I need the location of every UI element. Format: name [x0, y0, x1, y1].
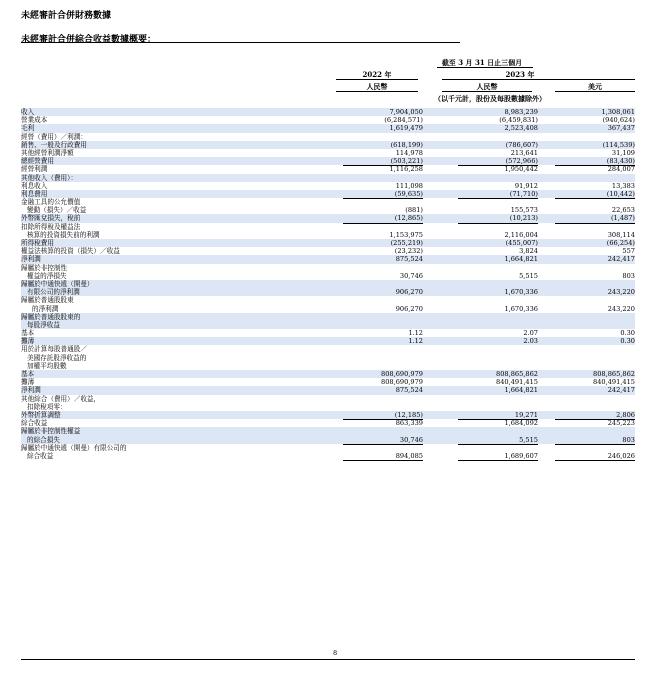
value-2023-rmb: 2.03 — [523, 337, 538, 346]
value-2023-usd: 243,220 — [607, 288, 635, 297]
table-row — [21, 288, 635, 296]
value-2023-usd: (83,430) — [555, 157, 635, 166]
value-2023-usd: 803 — [555, 436, 635, 445]
table-row — [21, 116, 635, 124]
value-2023-usd: 242,417 — [607, 255, 635, 264]
page-number: 8 — [333, 649, 338, 657]
table-row — [21, 214, 635, 222]
value-2023-usd: 22,653 — [611, 206, 635, 215]
row-label: 變動（損失）／收益 — [27, 206, 87, 215]
row-label: 其他經營利潤淨額 — [21, 148, 74, 157]
value-2023-rmb: 155,573 — [510, 206, 538, 215]
value-2023-rmb: 8,983,239 — [504, 108, 538, 116]
row-label: 攤薄 — [21, 378, 35, 387]
value-2023-rmb: (71,710) — [458, 190, 538, 199]
value-2023-usd: 803 — [555, 272, 635, 281]
table-row — [21, 141, 635, 149]
table-row — [21, 305, 635, 313]
value-2022-rmb: 30,746 — [343, 272, 423, 281]
row-label: 利息費用 — [21, 189, 48, 198]
table-row — [21, 329, 635, 337]
table-row — [21, 345, 635, 353]
year-2022-header: 2022 年 — [362, 70, 392, 79]
row-label: 綜合收益 — [21, 419, 48, 428]
value-2022-rmb: (23,232) — [343, 247, 423, 256]
table-row — [21, 124, 635, 132]
value-2023-rmb: (6,459,831) — [499, 116, 538, 125]
table-row — [21, 239, 635, 247]
value-2023-rmb: (572,966) — [458, 157, 538, 166]
row-label: 攤薄 — [21, 337, 35, 346]
row-label: 歸屬於非控制性 — [21, 263, 68, 272]
currency-rule-2 — [442, 91, 532, 92]
value-2023-rmb: 213,641 — [510, 148, 538, 157]
table-row — [21, 354, 635, 362]
table-row — [21, 362, 635, 370]
row-label: 其他綜合（費用）／收益， — [21, 394, 101, 403]
value-2023-rmb: 1,670,336 — [458, 305, 538, 314]
value-2022-rmb: (59,635) — [343, 190, 423, 199]
value-2022-rmb: 875,524 — [395, 255, 423, 264]
row-label: 用於計算每股普通股／ — [21, 345, 87, 354]
value-2023-rmb: 5,515 — [458, 436, 538, 445]
value-2023-rmb: (455,007) — [505, 239, 538, 247]
row-label: 歸屬於中通快遞（開曼） — [21, 279, 94, 288]
table-row — [21, 427, 635, 435]
row-label: 基本 — [21, 329, 35, 338]
value-2023-rmb: 19,271 — [458, 411, 538, 420]
currency-rmb-2022: 人民幣 — [366, 82, 388, 91]
row-label: 有限公司的淨利潤 — [27, 288, 80, 297]
currency-rule-3 — [555, 91, 635, 92]
row-label: 淨利潤 — [21, 386, 41, 395]
value-2023-rmb: 1,689,607 — [458, 452, 538, 461]
table-row — [21, 264, 635, 272]
table-row — [21, 255, 635, 263]
row-label: 銷售、一般及行政費用 — [21, 140, 87, 149]
value-2023-usd: 31,109 — [611, 148, 635, 157]
row-label: 加權平均股數 — [27, 361, 67, 370]
table-row — [21, 452, 635, 460]
value-2023-usd: 0.30 — [620, 337, 635, 346]
table-row — [21, 444, 635, 452]
table-row — [21, 337, 635, 345]
income-statement-table — [21, 108, 635, 460]
table-row — [21, 174, 635, 182]
table-row — [21, 272, 635, 280]
row-label: 權益法核算的投資（損失）／收益 — [21, 247, 120, 256]
row-label: 收入 — [21, 108, 35, 116]
table-row — [21, 411, 635, 419]
row-label: 歸屬於中通快遞（開曼）有限公司的 — [21, 443, 127, 452]
row-label: 經營（費用）／利潤： — [21, 132, 87, 141]
value-2023-usd: 840,491,415 — [555, 378, 635, 387]
value-2023-usd: 1,308,061 — [601, 108, 635, 116]
currency-rule-1 — [336, 91, 418, 92]
row-label: 外幣折算調整 — [21, 410, 61, 419]
value-2023-rmb: 3,824 — [458, 247, 538, 256]
value-2023-usd: 367,437 — [607, 124, 635, 133]
row-label: 歸屬於普通股股東的 — [21, 312, 81, 321]
row-label: 的綜合損失 — [27, 435, 60, 444]
value-2022-rmb: 808,690,979 — [343, 378, 423, 387]
value-2023-rmb: 5,515 — [458, 272, 538, 281]
value-2022-rmb: 894,085 — [343, 452, 423, 461]
year-2023-rule — [442, 79, 635, 80]
value-2022-rmb: 1.12 — [408, 329, 423, 338]
table-row — [21, 403, 635, 411]
value-2023-rmb: 2.07 — [523, 329, 538, 338]
value-2022-rmb: (6,284,571) — [384, 116, 423, 125]
table-row — [21, 223, 635, 231]
row-label: 基本 — [21, 370, 35, 378]
row-label: 權益的淨損失 — [27, 271, 67, 280]
table-row — [21, 378, 635, 386]
row-label: 經營利潤 — [21, 165, 48, 174]
table-row — [21, 133, 635, 141]
table-row — [21, 296, 635, 304]
table-row — [21, 149, 635, 157]
value-2022-rmb: (12,185) — [343, 411, 423, 420]
value-2023-rmb: 1,664,821 — [504, 255, 538, 264]
value-2023-usd: 246,026 — [555, 452, 635, 461]
value-2022-rmb: (12,865) — [343, 214, 423, 223]
row-label: 毛利 — [21, 124, 35, 133]
value-2022-rmb: 808,690,979 — [381, 370, 423, 378]
value-2023-rmb: 808,865,862 — [496, 370, 538, 378]
year-2022-rule — [336, 79, 418, 80]
row-label: 營業成本 — [21, 116, 48, 125]
table-row — [21, 321, 635, 329]
title-underline — [21, 42, 460, 43]
value-2022-rmb: 30,746 — [343, 436, 423, 445]
value-2022-rmb: 7,904,050 — [389, 108, 423, 116]
table-row — [21, 436, 635, 444]
row-label: 其他收入（費用）： — [21, 173, 78, 182]
value-2022-rmb: 863,339 — [395, 419, 423, 428]
unit-note: （以千元計，股份及每股數據除外） — [434, 94, 546, 103]
row-label: 金融工具的公允價值 — [21, 198, 81, 207]
table-row — [21, 165, 635, 173]
value-2022-rmb: (255,219) — [390, 239, 423, 247]
period-header-rule — [437, 67, 533, 68]
value-2023-usd: 242,417 — [607, 386, 635, 395]
value-2023-rmb: 1,664,821 — [504, 386, 538, 395]
value-2023-usd: (1,487) — [555, 214, 635, 223]
value-2022-rmb: 1,153,975 — [389, 230, 423, 239]
value-2023-rmb: (10,213) — [458, 214, 538, 223]
value-2023-usd: (940,624) — [602, 116, 635, 125]
row-label: 外幣匯兌損失，稅前 — [21, 214, 81, 223]
row-label: 淨利潤 — [21, 255, 41, 264]
table-row — [21, 182, 635, 190]
value-2023-usd: 308,114 — [607, 230, 635, 239]
table-row — [21, 231, 635, 239]
period-header: 截至 3 月 31 日止三個月 — [441, 58, 523, 67]
table-row — [21, 280, 635, 288]
value-2023-usd: 808,865,862 — [593, 370, 635, 378]
row-label: 美國存託股淨收益的 — [27, 353, 87, 362]
table-row — [21, 419, 635, 427]
value-2023-rmb: 1,950,442 — [504, 165, 538, 174]
value-2022-rmb: (618,199) — [390, 140, 423, 149]
table-row — [21, 190, 635, 198]
value-2022-rmb: 1,619,479 — [389, 124, 423, 133]
row-label: 每股淨收益 — [27, 320, 60, 329]
currency-usd-2023: 美元 — [588, 82, 602, 91]
table-row — [21, 206, 635, 214]
year-2023-header: 2023 年 — [505, 70, 535, 79]
value-2023-rmb: 1,684,092 — [504, 419, 538, 428]
value-2022-rmb: 1,116,258 — [389, 165, 423, 174]
value-2022-rmb: 875,524 — [395, 386, 423, 395]
table-row — [21, 157, 635, 165]
table-row — [21, 247, 635, 255]
value-2022-rmb: 111,098 — [395, 181, 423, 190]
value-2022-rmb: 906,270 — [343, 305, 423, 314]
value-2023-rmb: 840,491,415 — [458, 378, 538, 387]
table-row — [21, 386, 635, 394]
value-2023-usd: 284,007 — [607, 165, 635, 174]
value-2023-usd: 2,806 — [555, 411, 635, 420]
value-2022-rmb: (503,221) — [343, 157, 423, 166]
value-2023-rmb: 1,670,336 — [504, 288, 538, 297]
value-2023-rmb: 2,116,004 — [504, 230, 538, 239]
row-label: 核算的投資損失前的利潤 — [27, 230, 100, 239]
value-2023-usd: (66,254) — [606, 239, 635, 247]
row-label: 扣除所得稅及權益法 — [21, 222, 81, 231]
value-2023-usd: 245,223 — [607, 419, 635, 428]
row-label: 的淨利潤 — [32, 304, 59, 313]
row-label: 歸屬於普通股股東 — [21, 296, 74, 305]
document-title: 未經審計合併財務數據 — [21, 11, 112, 21]
value-2023-rmb: 91,912 — [514, 181, 538, 190]
value-2023-usd: 557 — [555, 247, 635, 256]
row-label: 利息收入 — [21, 181, 48, 190]
value-2023-usd: (114,539) — [602, 140, 635, 149]
row-label: 所得稅費用 — [21, 239, 54, 247]
table-row — [21, 313, 635, 321]
row-label: 歸屬於非控制性權益 — [21, 427, 81, 436]
value-2023-rmb: (786,607) — [505, 140, 538, 149]
value-2023-usd: 0.30 — [620, 329, 635, 338]
table-row — [21, 370, 635, 378]
table-row — [21, 198, 635, 206]
currency-rmb-2023: 人民幣 — [476, 82, 498, 91]
row-label: 扣除稅項零： — [27, 402, 67, 411]
value-2023-rmb: 2,523,408 — [504, 124, 538, 133]
value-2023-usd: 13,383 — [611, 181, 635, 190]
row-label: 總經營費用 — [21, 157, 54, 166]
value-2023-usd: 243,220 — [555, 305, 635, 314]
value-2022-rmb: (881) — [405, 206, 423, 215]
row-label: 綜合收益 — [27, 451, 54, 460]
value-2022-rmb: 114,978 — [395, 148, 423, 157]
value-2023-usd: (10,442) — [555, 190, 635, 199]
section-title: 未經審計合併綜合收益數據概要： — [21, 35, 157, 45]
value-2022-rmb: 906,270 — [395, 288, 423, 297]
table-row — [21, 395, 635, 403]
table-row — [21, 108, 635, 116]
value-2022-rmb: 1.12 — [408, 337, 423, 346]
footer-rule — [21, 659, 635, 660]
